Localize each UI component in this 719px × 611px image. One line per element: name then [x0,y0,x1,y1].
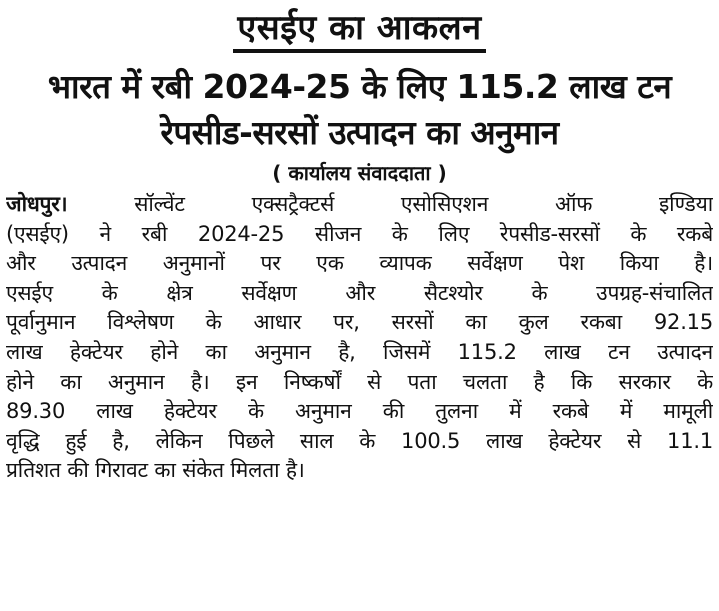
headline-line-1: भारत में रबी 2024-25 के लिए 115.2 लाख टन [47,67,672,106]
body-line-8: 89.30 लाख हेक्टेयर के अनुमान की तुलना में रकबे में मामूली [6,399,713,424]
body-line-6: लाख हेक्टेयर होने का अनुमान है, जिसमें 115.2 लाख टन उत्पादन [6,339,713,364]
body-line-10: प्रतिशत की गिरावट का संकेत मिलता है। [6,458,305,483]
byline: ( कार्यालय संवाददाता ) [272,161,447,185]
body-line-4: एसईए के क्षेत्र सर्वेक्षण और सैटश्योर के उपग्रह-संचालित [6,280,713,305]
body-line-3: और उत्पादन अनुमानों पर एक व्यापक सर्वेक्षण पेश किया है। [6,251,713,276]
body-line-9: वृद्धि हुई है, लेकिन पिछले साल के 100.5 लाख हेक्टेयर से 11.1 [6,428,713,453]
body-line-1 [6,190,713,220]
dateline: जोधपुर। [6,192,68,216]
kicker-heading: एसईए का आकलन [233,8,485,53]
headline [6,64,713,156]
article-body [6,190,713,486]
body-line-5: पूर्वानुमान विश्लेषण के आधार पर, सरसों का कुल रकबा 92.15 [6,310,713,335]
body-line-1-text: सॉल्वेंट एक्सट्रैक्टर्स एसोसिएशन ऑफ इण्डिया [67,192,713,216]
kicker-container [6,8,713,56]
body-line-2: (एसईए) ने रबी 2024-25 सीजन के लिए रेपसीड-सरसों के रकबे [6,221,713,246]
headline-line-2: रेपसीड-सरसों उत्पादन का अनुमान [160,113,559,152]
body-line-7: होने का अनुमान है। इन निष्कर्षों से पता चलता है कि सरकार के [6,369,713,394]
